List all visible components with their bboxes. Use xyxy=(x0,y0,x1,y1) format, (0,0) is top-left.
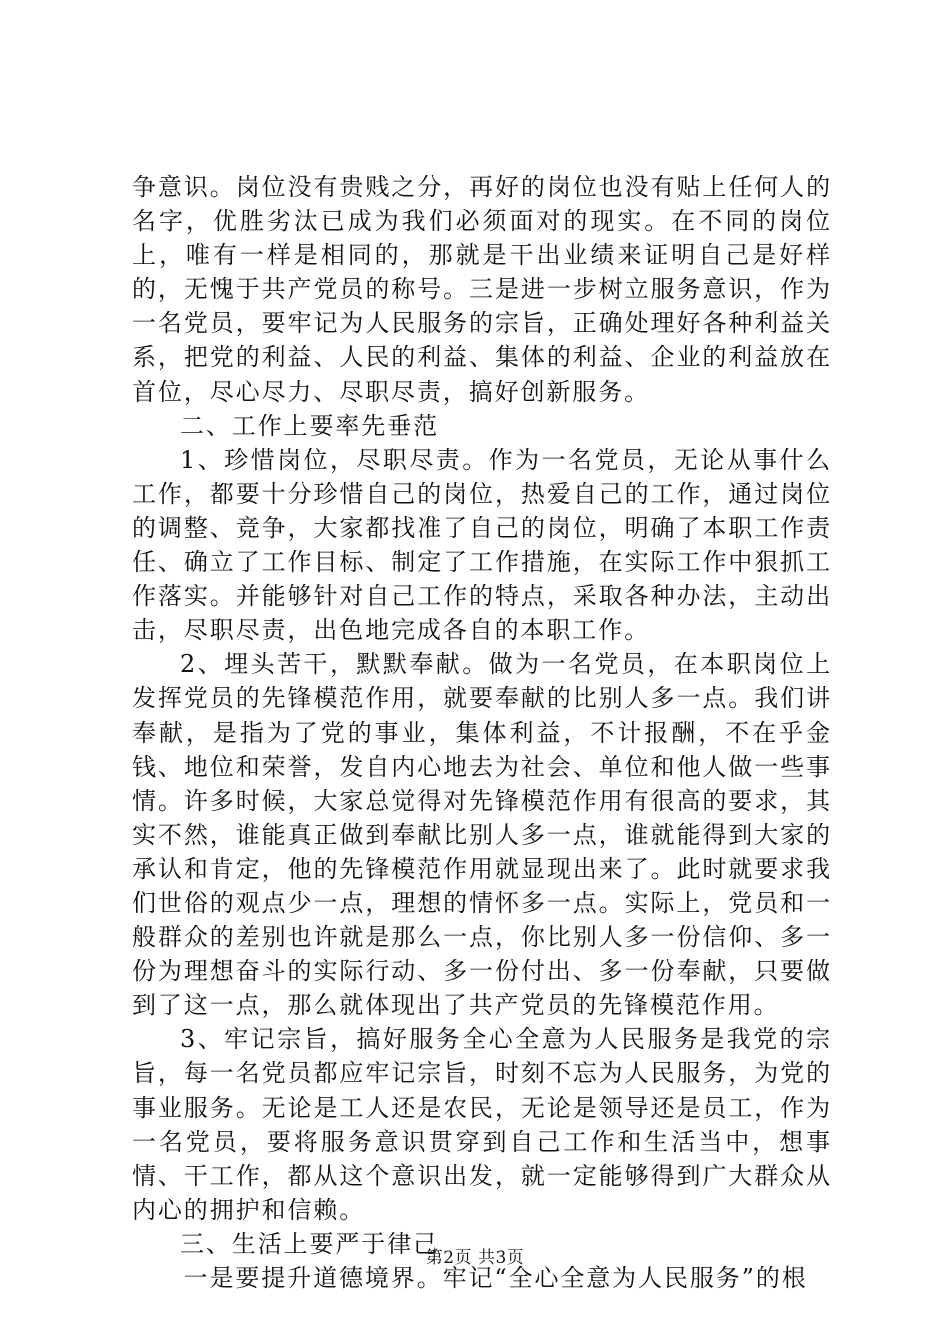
paragraph-life-1: 一是要提升道德境界。牢记“全心全意为人民服务”的根 xyxy=(183,1264,808,1292)
section-heading-work: 二、工作上要率先垂范 xyxy=(180,411,439,440)
page-footer: 第2页 共3页 xyxy=(425,1248,525,1268)
paragraph-point-3: 3、牢记宗旨，搞好服务全心全意为人民服务是我党的宗旨，每一名党员都应牢记宗旨，时刻不忘为人民服务，为党的事业服务。无论是工人还是农民，无论是领导还是员工，作为一名党员，要将服务意识贯穿到自己工作和生活当中，想事情、干工作，都从这个意识出发，就一定能够得到广大群众从内心的拥护和信赖。 xyxy=(132,1025,832,1224)
paragraph-continuation: 争意识。岗位没有贵贱之分，再好的岗位也没有贴上任何人的名字，优胜劣汰已成为我们必须面对的现实。在不同的岗位上，唯有一样是相同的，那就是干出业绩来证明自己是好样的，无愧于共产党员的称号。三是进一步树立服务意识，作为一名党员，要牢记为人民服务的宗旨，正确处理好各种利益关系，把党的利益、人民的利益、集体的利益、企业的利益放在首位，尽心尽力、尽职尽责，搞好创新服务。 xyxy=(132,173,832,406)
paragraph-point-2: 2、埋头苦干，默默奉献。做为一名党员，在本职岗位上发挥党员的先锋模范作用，就要奉献的比别人多一点。我们讲奉献，是指为了党的事业，集体利益，不计报酬，不在乎金钱、地位和荣誉，发自内心地去为社会、单位和他人做一些事情。许多时候，大家总觉得对先锋模范作用有很高的要求，其实不然，谁能真正做到奉献比别人多一点，谁就能得到大家的承认和肯定，他的先锋模范作用就显现出来了。此时就要求我们世俗的观点少一点，理想的情怀多一点。实际上，党员和一般群众的差别也许就是那么一点，你比别人多一份信仰、多一份为理想奋斗的实际行动、多一份付出、多一份奉献，只要做到了这一点，那么就体现出了共产党员的先锋模范作用。 xyxy=(132,650,832,1020)
paragraph-point-1: 1、珍惜岗位，尽职尽责。作为一名党员，无论从事什么工作，都要十分珍惜自己的岗位，热爱自己的工作，通过岗位的调整、竞争，大家都找准了自己的岗位，明确了本职工作责任、确立了工作目标、制定了工作措施，在实际工作中狠抓工作落实。并能够针对自己工作的特点，采取各种办法，主动出击，尽职尽责，出色地完成各自的本职工作。 xyxy=(132,445,832,645)
section-heading-life: 三、生活上要严于律己 xyxy=(180,1229,439,1258)
document-body xyxy=(132,170,832,1295)
